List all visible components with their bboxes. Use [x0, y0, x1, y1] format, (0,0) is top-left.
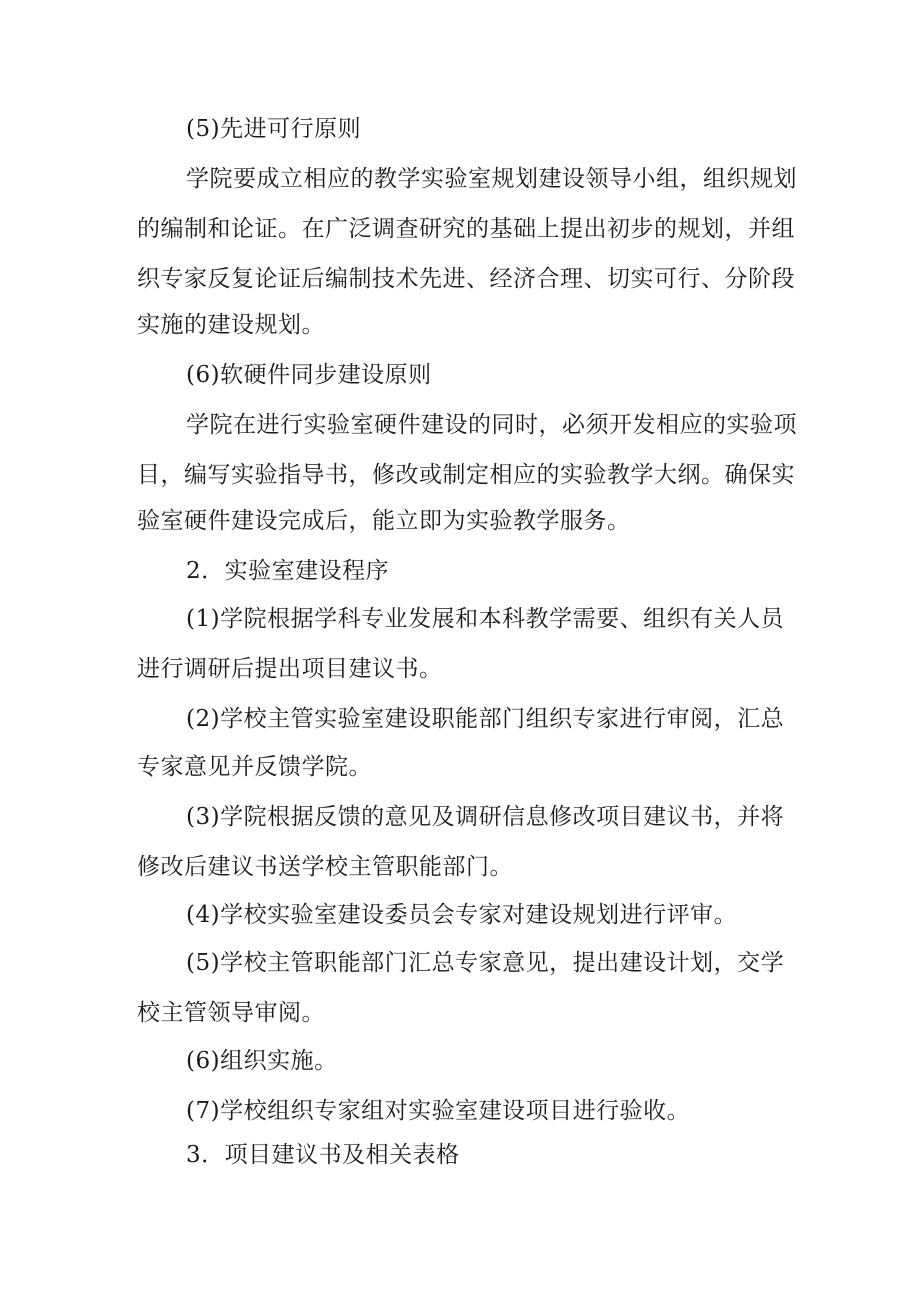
list-item-line: (6)组织实施。 — [186, 1048, 338, 1074]
paragraph-line: 验室硬件建设完成后，能立即为实验教学服务。 — [137, 508, 631, 534]
list-item-line: (1)学院根据学科专业发展和本科教学需要、组织有关人员 — [186, 606, 785, 632]
section-heading-2: 2．实验室建设程序 — [186, 558, 390, 584]
list-item-line: 进行调研后提出项目建议书。 — [137, 656, 443, 682]
list-item-line: (5)学校主管职能部门汇总专家意见，提出建设计划，交学 — [186, 950, 785, 976]
paragraph-line: 织专家反复论证后编制技术先进、经济合理、切实可行、分阶段 — [137, 266, 795, 292]
list-item-line: (2)学校主管实验室建设职能部门组织专家进行审阅，汇总 — [186, 706, 785, 732]
subheading-principle-6: (6)软硬件同步建设原则 — [186, 362, 432, 388]
paragraph-line: 实施的建设规划。 — [137, 312, 325, 338]
list-item-line: (3)学院根据反馈的意见及调研信息修改项目建议书，并将 — [186, 804, 785, 830]
list-item-line: (7)学校组织专家组对实验室建设项目进行验收。 — [186, 1098, 691, 1124]
paragraph-line: 学院要成立相应的教学实验室规划建设领导小组，组织规划 — [186, 166, 797, 192]
paragraph-line: 学院在进行实验室硬件建设的同时，必须开发相应的实验项 — [186, 412, 797, 438]
list-item-line: 校主管领导审阅。 — [137, 1000, 325, 1026]
list-item-line: 修改后建议书送学校主管职能部门。 — [137, 854, 513, 880]
list-item-line: 专家意见并反馈学院。 — [137, 754, 372, 780]
paragraph-line: 目，编写实验指导书，修改或制定相应的实验教学大纲。确保实 — [137, 462, 795, 488]
list-item-line: (4)学校实验室建设委员会专家对建设规划进行评审。 — [186, 902, 738, 928]
paragraph-line: 的编制和论证。在广泛调查研究的基础上提出初步的规划，并组 — [137, 216, 795, 242]
section-heading-3: 3．项目建议书及相关表格 — [186, 1142, 460, 1168]
subheading-principle-5: (5)先进可行原则 — [186, 116, 362, 142]
